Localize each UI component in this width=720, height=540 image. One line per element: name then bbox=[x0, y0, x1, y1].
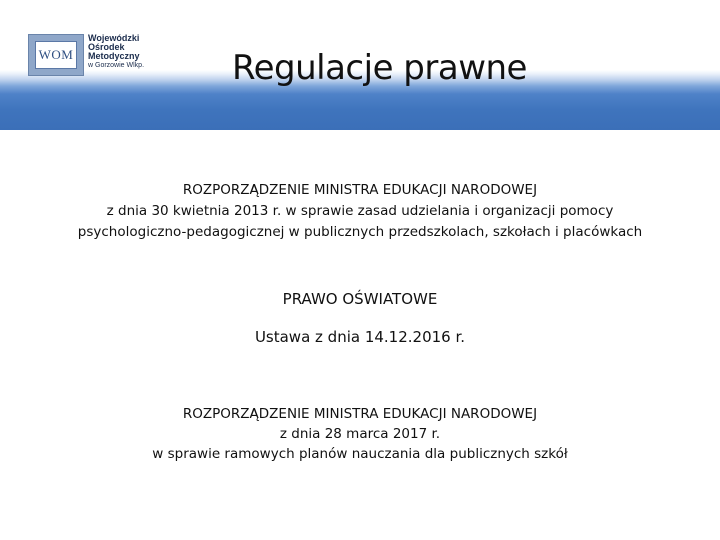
regulation-2-line-2: z dnia 28 marca 2017 r. bbox=[279, 426, 441, 442]
law-title bbox=[0, 288, 720, 310]
logo-line-1: Wojewódzki bbox=[88, 33, 140, 43]
logo-line-3: Metodyczny bbox=[88, 51, 140, 61]
regulation-2 bbox=[0, 404, 720, 464]
law-date bbox=[0, 326, 720, 348]
regulation-2-line-1: ROZPORZĄDZENIE MINISTRA EDUKACJI NARODOWEJ bbox=[182, 406, 538, 422]
logo-wordmark bbox=[88, 34, 170, 70]
regulation-1-line-1: ROZPORZĄDZENIE MINISTRA EDUKACJI NARODOWEJ bbox=[182, 182, 538, 198]
law-title-text: PRAWO OŚWIATOWE bbox=[282, 290, 438, 308]
regulation-2-line-3: w sprawie ramowych planów nauczania dla publicznych szkół bbox=[152, 446, 568, 462]
regulation-1-line-2: z dnia 30 kwietnia 2013 r. w sprawie zasad udzielania i organizacji pomocy bbox=[106, 203, 614, 219]
logo-mark bbox=[28, 34, 84, 76]
institution-logo bbox=[28, 34, 168, 76]
regulation-1-line-3: psychologiczno-pedagogicznej w publicznych przedszkolach, szkołach i placówkach bbox=[77, 224, 643, 240]
logo-line-2: Ośrodek bbox=[88, 42, 125, 52]
slide-title: Regulacje prawne bbox=[232, 48, 527, 88]
logo-location: w Gorzowie Wlkp. bbox=[88, 62, 145, 69]
logo-mark-text: WOM bbox=[35, 41, 77, 69]
law-date-text: Ustawa z dnia 14.12.2016 r. bbox=[254, 328, 466, 346]
regulation-1 bbox=[0, 180, 720, 243]
